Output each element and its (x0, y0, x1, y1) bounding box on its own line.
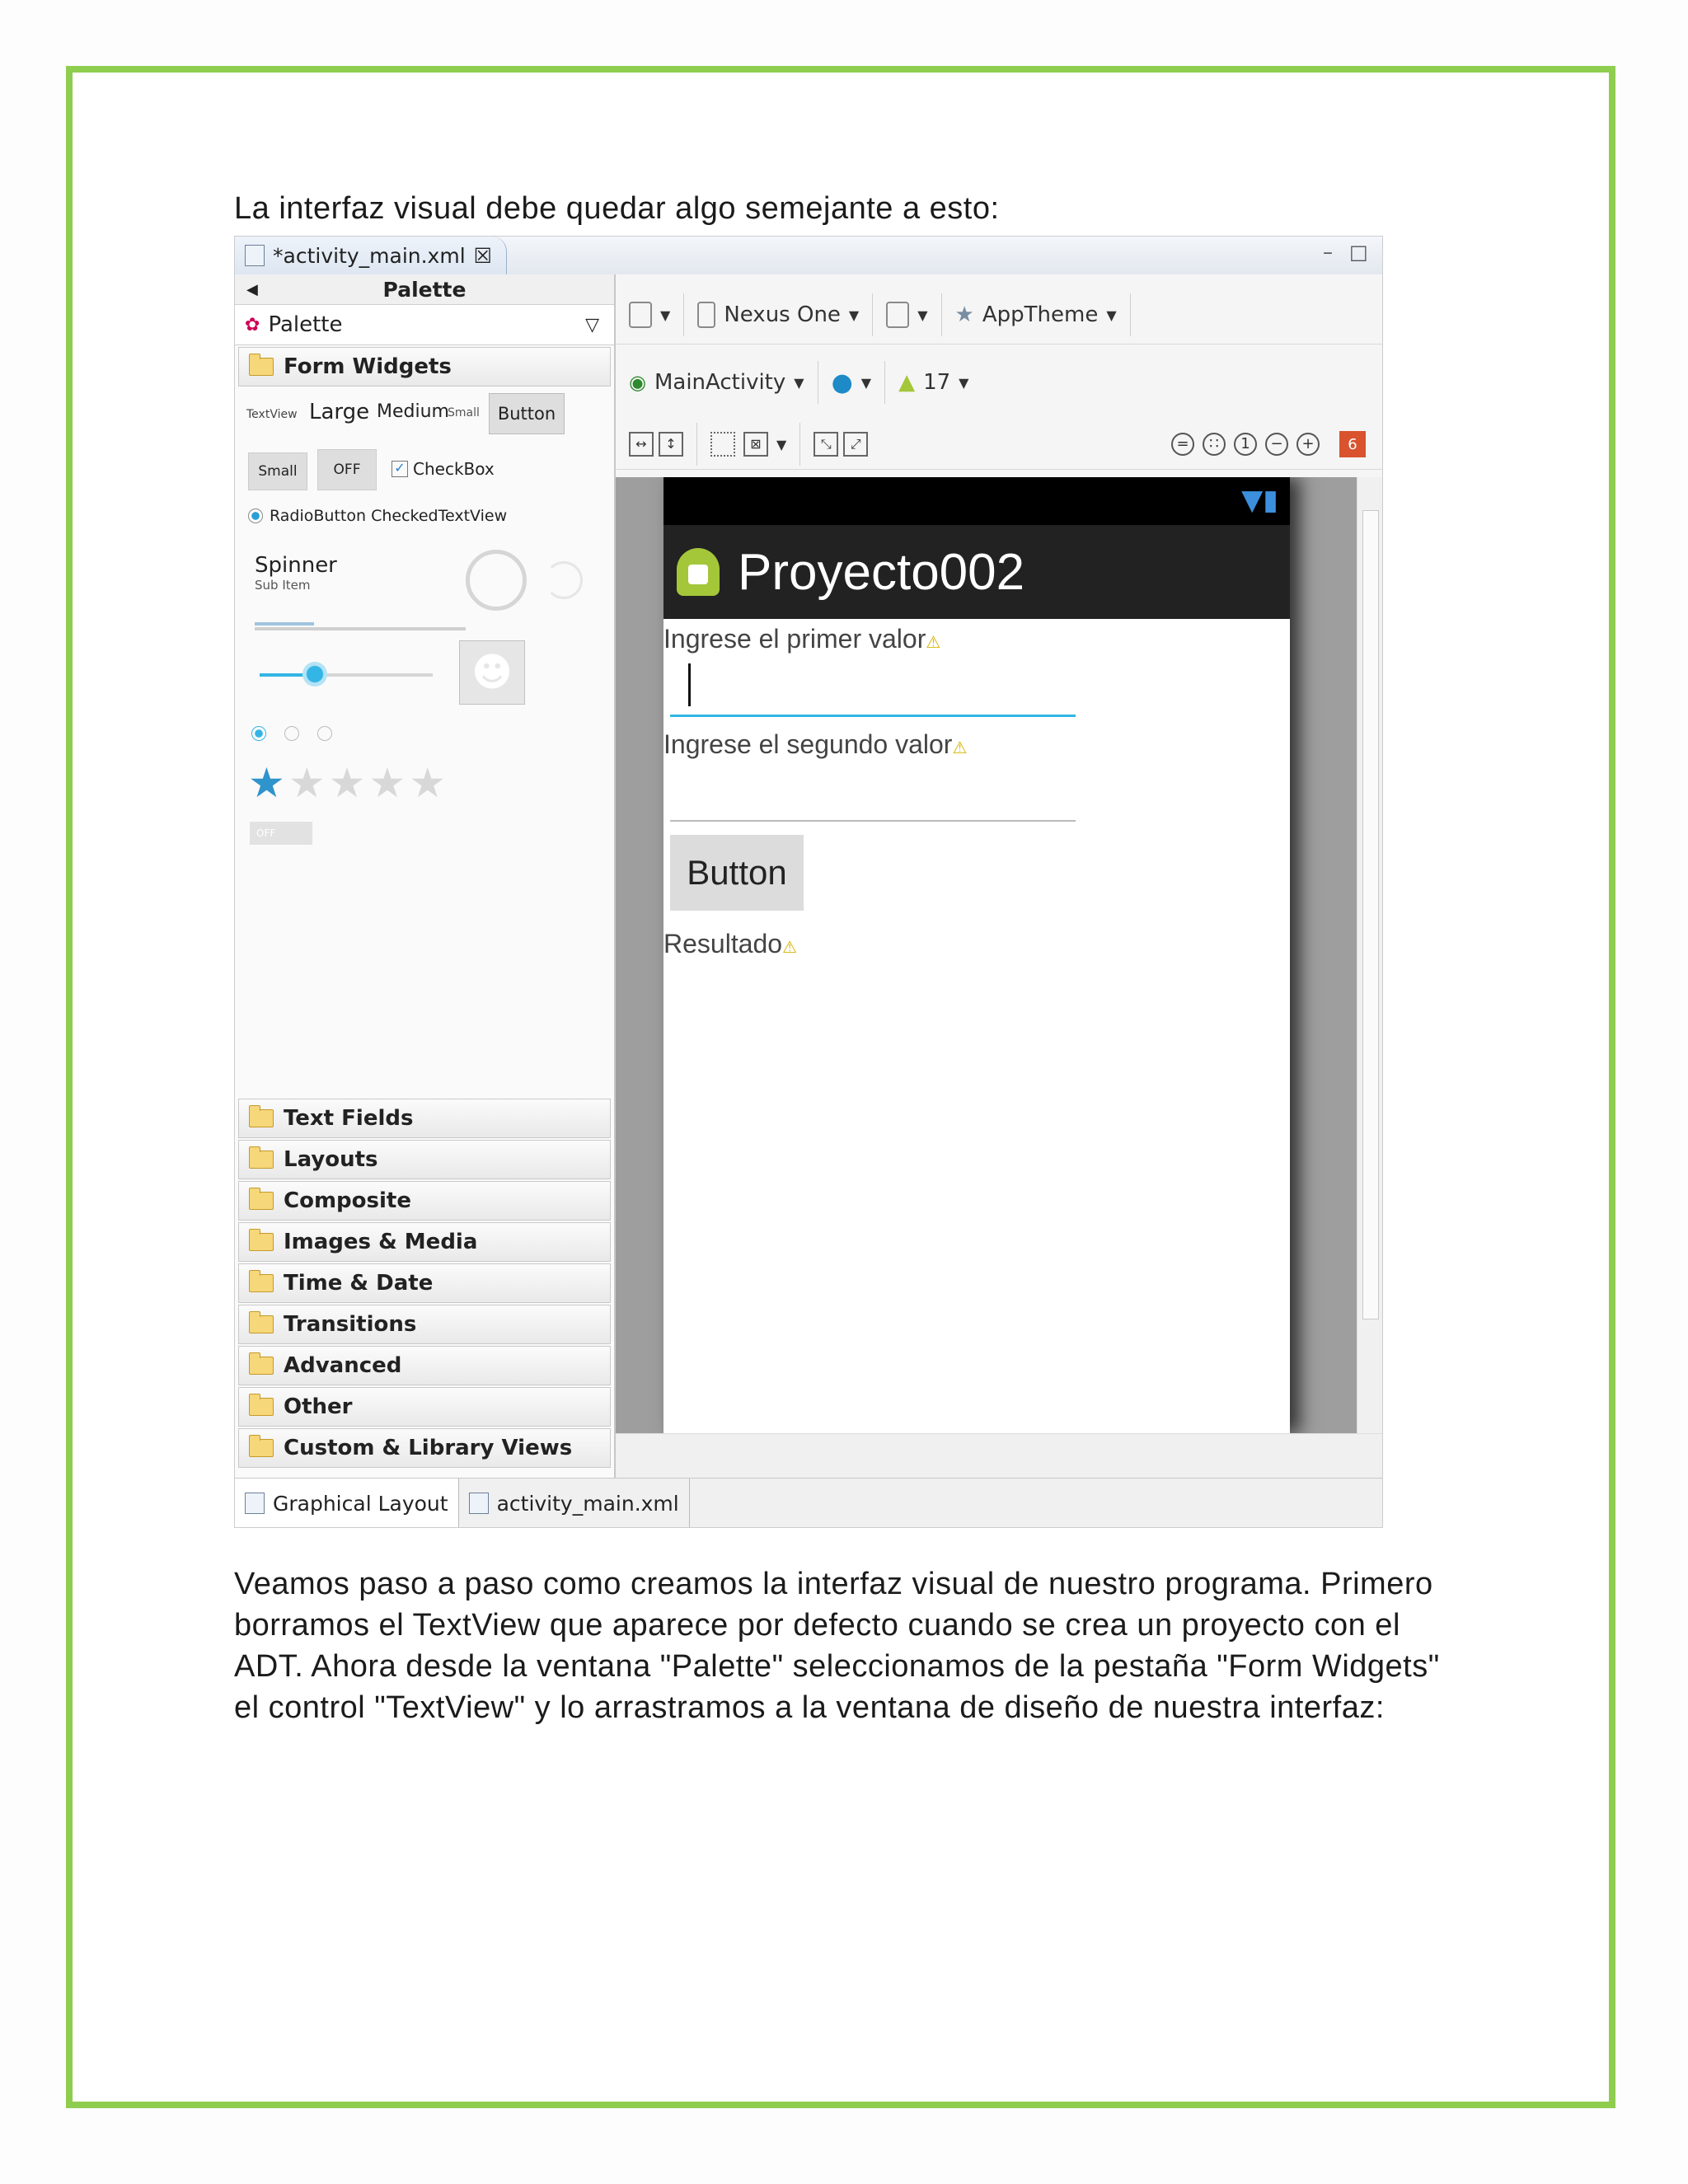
widget-progress-horizontal[interactable] (255, 627, 466, 630)
tab-xml-source[interactable] (459, 1479, 690, 1528)
layout-designer (616, 274, 1382, 1478)
xml-file-icon (469, 1493, 489, 1514)
gravity-icon[interactable]: ⊠ (743, 432, 768, 457)
folder-icon (249, 1315, 274, 1333)
status-bar (663, 477, 1290, 525)
zoom-controls (1171, 431, 1366, 457)
activity-chooser[interactable] (616, 361, 818, 404)
spinner-sub-label: Sub Item (255, 578, 311, 593)
theme-label: AppTheme (982, 302, 1099, 327)
category-label: Text Fields (284, 1106, 414, 1131)
category-composite[interactable] (238, 1181, 611, 1221)
editor-tabbar (235, 237, 1382, 275)
config-chooser[interactable] (616, 293, 684, 336)
category-custom-library-views[interactable] (238, 1428, 611, 1468)
tab-label: Graphical Layout (273, 1491, 448, 1516)
app-title: Proyecto002 (738, 543, 1025, 601)
category-time-date[interactable] (238, 1263, 611, 1303)
api-label: 17 (923, 370, 951, 395)
action-bar (663, 525, 1290, 619)
checkbox-label: CheckBox (413, 459, 495, 479)
body-paragraph: Veamos paso a paso como creamos la interfaz visual de nuestro programa. Primero borramos el TextView que aparece por defecto cuando se crea un proyecto con el ADT. Ahora desde la ventana "Palette" seleccionamos de la pestaña "Form Widgets" el control "TextView" y lo arrastramos a la ventana de diseño de nuestra interfaz: (234, 1567, 1440, 1725)
label-first-value[interactable] (663, 624, 940, 654)
widget-seekbar[interactable] (260, 673, 433, 677)
xml-file-icon (245, 245, 265, 266)
widget-toggle-button[interactable]: OFF (317, 449, 377, 490)
phone-icon (697, 302, 715, 328)
category-transitions[interactable] (238, 1305, 611, 1344)
toolbar-row-1 (616, 286, 1382, 344)
android-icon: ▲ (898, 370, 916, 395)
dropdown-icon: ▼ (776, 436, 787, 452)
folder-open-icon (249, 358, 274, 376)
edittext-second[interactable] (670, 820, 1076, 822)
edittext-first[interactable] (670, 715, 1076, 717)
toggle-height-icon[interactable]: ↕ (659, 432, 683, 457)
scroll-thumb[interactable] (1362, 510, 1379, 1319)
error-count-badge[interactable]: 6 (1339, 431, 1366, 457)
vertical-scrollbar[interactable] (1357, 477, 1382, 1433)
palette-selector-label: Palette (268, 312, 343, 337)
dropdown-icon: ▼ (794, 374, 804, 391)
zoom-actual-icon[interactable]: 1 (1234, 433, 1257, 456)
folder-icon (249, 1151, 274, 1169)
folder-icon (249, 1274, 274, 1292)
category-text-fields[interactable] (238, 1099, 611, 1138)
radio-dot (317, 726, 332, 741)
dropdown-icon: ▼ (848, 307, 860, 323)
star-icon: ★ (328, 759, 369, 807)
widget-progress-large[interactable] (466, 550, 527, 611)
app-icon (677, 548, 720, 596)
widget-small-button[interactable]: Small (248, 452, 307, 490)
folder-icon (249, 1398, 274, 1416)
design-canvas (616, 477, 1382, 1433)
widget-medium-text[interactable]: Medium (377, 401, 449, 422)
toolbar-row-3 (616, 419, 1382, 470)
layout-icon (245, 1493, 265, 1514)
category-label: Transitions (284, 1312, 417, 1337)
palette-panel (235, 274, 616, 1478)
activity-icon: ◉ (629, 371, 646, 394)
star-icon: ★ (288, 759, 329, 807)
star-icon: ★ (248, 759, 288, 807)
dropdown-icon: ▼ (860, 374, 872, 391)
radio-dot (251, 726, 266, 741)
category-label: Custom & Library Views (284, 1436, 573, 1460)
folder-icon (249, 1109, 274, 1127)
intro-text: La interfaz visual debe quedar algo semejante a esto: (234, 191, 1000, 226)
category-other[interactable] (238, 1387, 611, 1427)
margin-toggles (697, 423, 800, 466)
app-button[interactable]: Button (670, 835, 804, 911)
label-second-text: Ingrese el segundo valor (663, 729, 953, 759)
eclipse-screenshot (234, 236, 1383, 1528)
theme-chooser[interactable] (942, 293, 1131, 336)
radio-dot (284, 726, 299, 741)
dropdown-icon: ▼ (959, 374, 969, 391)
distribute-icon[interactable]: ⤡ (814, 432, 838, 457)
widget-quick-contact-icon[interactable]: ☻ (459, 640, 525, 705)
folder-icon (249, 1357, 274, 1375)
dropdown-icon: ▽ (585, 314, 599, 335)
editor-tab[interactable] (235, 237, 507, 274)
api-chooser[interactable] (885, 361, 982, 404)
layout-icon[interactable]: ⤢ (843, 432, 868, 457)
warning-icon: ⚠ (926, 634, 941, 652)
collapse-arrow-icon[interactable]: ◀ (246, 280, 258, 298)
label-result[interactable] (663, 929, 797, 959)
widget-switch[interactable]: OFF (250, 822, 312, 845)
toolbar-row-2 (616, 354, 1382, 411)
radio-label: RadioButton CheckedTextView (270, 507, 508, 525)
category-label: Form Widgets (284, 354, 452, 379)
bottom-tabs (235, 1478, 1382, 1528)
dropdown-icon: ▼ (1106, 307, 1117, 323)
star-icon: ★ (409, 759, 450, 807)
widget-small-text[interactable]: Small (448, 406, 480, 419)
form-widgets-area (235, 388, 614, 1097)
category-label: Layouts (284, 1147, 378, 1172)
radio-icon (248, 509, 263, 523)
category-list (235, 1099, 614, 1468)
star-icon: ★ (954, 302, 974, 327)
device-label: Nexus One (724, 302, 841, 327)
layout-width-toggles (616, 423, 697, 466)
dropdown-icon: ▼ (917, 307, 928, 323)
tab-graphical-layout[interactable] (235, 1479, 459, 1528)
locale-chooser[interactable] (818, 361, 886, 404)
widget-radiobutton[interactable] (248, 507, 507, 525)
category-label: Other (284, 1394, 353, 1419)
widget-checkbox[interactable] (392, 459, 495, 479)
show-margins-icon[interactable] (710, 432, 735, 457)
widget-button[interactable]: Button (489, 393, 565, 434)
palette-selector[interactable] (235, 305, 614, 345)
rotate-icon (886, 302, 909, 328)
close-icon[interactable]: ☒ (473, 243, 493, 268)
category-layouts[interactable] (238, 1140, 611, 1179)
device-chooser[interactable] (684, 293, 873, 336)
minimize-icon[interactable]: – (1323, 241, 1333, 264)
globe-icon: ● (831, 368, 853, 397)
device-screen (663, 477, 1290, 1433)
category-label: Advanced (284, 1353, 402, 1378)
orientation-chooser[interactable] (873, 293, 941, 336)
maximize-icon[interactable]: □ (1349, 241, 1368, 264)
toggle-width-icon[interactable]: ↔ (629, 432, 654, 457)
label-first-text: Ingrese el primer valor (663, 624, 926, 654)
widget-radio-group[interactable] (251, 726, 332, 741)
folder-icon (249, 1192, 274, 1210)
widget-rating-bar[interactable] (248, 759, 449, 807)
palette-icon: ✿ (245, 314, 260, 335)
seekbar-thumb (302, 662, 327, 687)
warning-icon: ⚠ (952, 739, 968, 757)
checkbox-icon: ✓ (392, 461, 408, 477)
editor-tab-label: *activity_main.xml (273, 243, 466, 268)
label-second-value[interactable] (663, 729, 967, 760)
widget-spinner[interactable] (255, 553, 337, 593)
category-form-widgets[interactable] (238, 347, 611, 387)
zoom-out-icon[interactable]: − (1265, 433, 1288, 456)
horizontal-scrollbar[interactable] (616, 1433, 1382, 1479)
category-label: Images & Media (284, 1230, 478, 1254)
label-result-text: Resultado (663, 929, 783, 958)
widget-large-text[interactable]: Large (309, 400, 370, 424)
category-label: Time & Date (284, 1271, 434, 1296)
warning-icon: ⚠ (782, 939, 798, 957)
signal-battery-icon: ▼▮ (1241, 484, 1278, 517)
zoom-fit-icon[interactable]: = (1171, 433, 1194, 456)
category-label: Composite (284, 1188, 411, 1213)
config-icon (629, 302, 652, 328)
text-cursor (688, 663, 691, 706)
palette-title: Palette (382, 277, 467, 302)
distribute-toggles (800, 423, 881, 466)
zoom-in-icon[interactable]: + (1296, 433, 1320, 456)
palette-title-bar (235, 274, 614, 305)
folder-icon (249, 1233, 274, 1251)
zoom-emulate-icon[interactable]: ∷ (1203, 433, 1226, 456)
spinner-label: Spinner (255, 553, 337, 578)
folder-icon (249, 1439, 274, 1457)
widget-textview[interactable]: TextView (246, 408, 298, 421)
star-icon: ★ (368, 759, 410, 807)
category-advanced[interactable] (238, 1346, 611, 1385)
category-images-media[interactable] (238, 1222, 611, 1262)
activity-label: MainActivity (654, 370, 786, 395)
tab-label: activity_main.xml (496, 1491, 679, 1516)
widget-progress-small[interactable] (545, 561, 583, 599)
dropdown-icon: ▼ (660, 307, 671, 323)
